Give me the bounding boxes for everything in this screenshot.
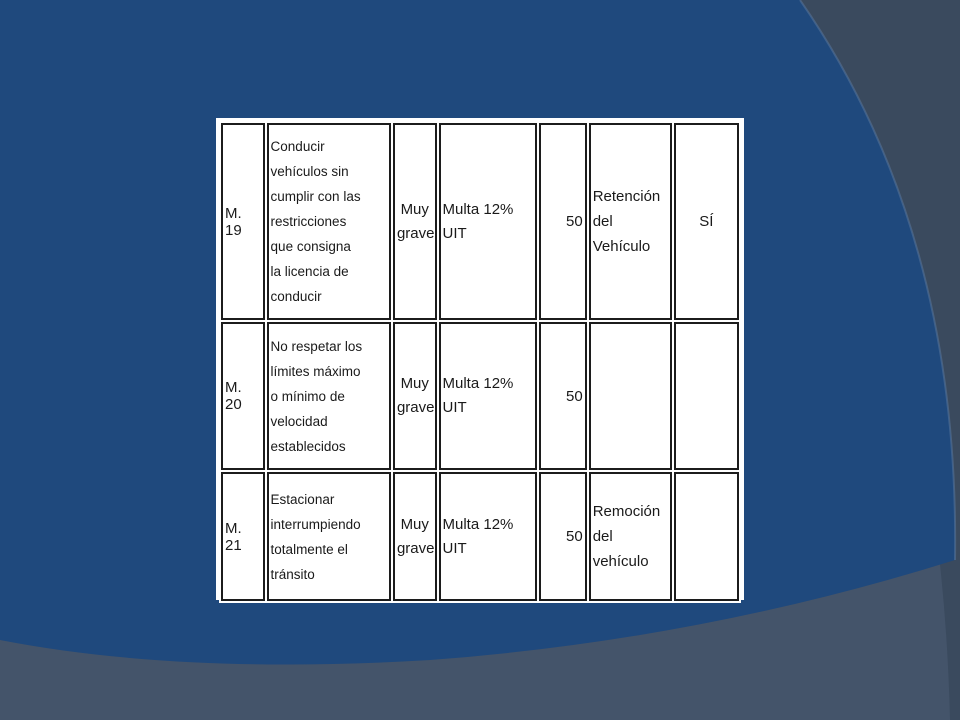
infraction-description-cell-line: tránsito [270,566,315,582]
fine-cell-line: Multa 12% [442,375,514,392]
preventive-measure-cell-line: del [592,528,613,545]
infraction-code-cell: M. 19 [221,123,265,320]
points-cell: 50 [539,123,587,320]
severity-cell-line: Muy [400,515,429,533]
severity-cell-line: Muy [400,375,429,392]
preventive-measure-cell [589,472,672,601]
preventive-measure-cell-line: Vehículo [592,238,651,255]
fine-cell-line: UIT [442,539,467,557]
severity-cell [393,472,437,601]
fine-cell-line: UIT [442,224,467,242]
severity-cell [393,123,437,320]
fine-cell-line: Multa 12% [442,515,514,533]
severity-cell-line: Muy [400,200,429,218]
flag-cell [674,322,739,470]
infractions-table [219,121,741,603]
preventive-measure-cell-line: Retención [592,188,661,205]
severity-cell-line: grave [396,399,435,416]
fine-cell [439,472,538,601]
infraction-description-cell-line: establecidos [270,438,346,454]
points-cell: 50 [539,322,587,470]
preventive-measure-cell-line: del [592,213,613,230]
infraction-description-cell-line: totalmente el [270,541,348,557]
flag-cell: SÍ [674,123,739,320]
flag-cell [674,472,739,601]
preventive-measure-cell [589,123,672,320]
infraction-description-cell-line: conducir [270,289,322,304]
points-cell: 50 [539,472,587,601]
infraction-description-cell-line: límites máximo [270,363,361,379]
table-row [221,123,739,320]
infraction-description-cell-line: restricciones [270,214,347,229]
infraction-description-cell-line: No respetar los [270,338,363,354]
infraction-description-cell [267,123,391,320]
infraction-code-cell: M. 21 [221,472,265,601]
fine-cell [439,123,538,320]
infractions-table-image [216,118,744,600]
infraction-description-cell-line: que consigna [270,239,351,254]
preventive-measure-cell [589,322,672,470]
infraction-description-cell [267,472,391,601]
severity-cell-line: grave [396,539,435,557]
severity-cell [393,322,437,470]
fine-cell-line: Multa 12% [442,200,514,218]
fine-cell [439,322,538,470]
infraction-description-cell-line: velocidad [270,413,328,429]
preventive-measure-cell-line: Remoción [592,503,661,520]
infraction-description-cell-line: Estacionar [270,491,335,507]
severity-cell-line: grave [396,224,435,242]
infraction-description-cell-line: la licencia de [270,264,349,279]
infraction-description-cell-line: interrumpiendo [270,516,361,532]
table-row [221,322,739,470]
infraction-description-cell-line: vehículos sin [270,164,349,179]
fine-cell-line: UIT [442,399,467,416]
table-row [221,472,739,601]
infraction-description-cell-line: cumplir con las [270,189,361,204]
infraction-description-cell-line: Conducir [270,139,325,154]
infraction-description-cell-line: o mínimo de [270,388,345,404]
infraction-code-cell: M. 20 [221,322,265,470]
infraction-description-cell [267,322,391,470]
preventive-measure-cell-line: vehículo [592,553,649,570]
